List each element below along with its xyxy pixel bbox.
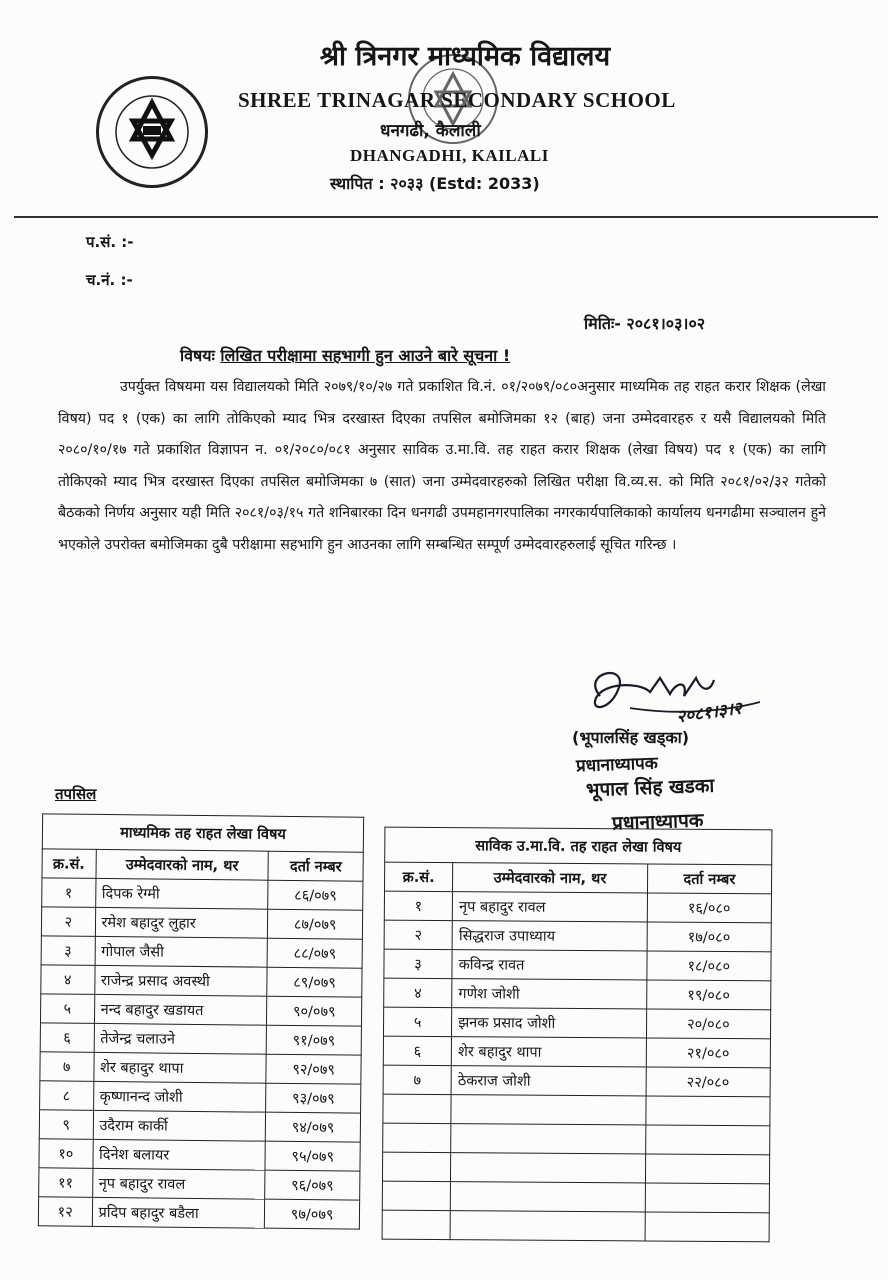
established-year: स्थापित : २०३३ (Estd: 2033)	[330, 174, 540, 193]
serial-cell: २	[41, 907, 95, 937]
candidate-name-cell: ठेकराज जोशी	[451, 1066, 646, 1096]
candidate-name-cell: कविन्द्र रावत	[452, 950, 647, 980]
serial-cell: ४	[384, 978, 452, 1007]
table-body	[38, 878, 363, 1229]
table-row	[383, 1123, 770, 1155]
higher-secondary-candidates-table	[382, 827, 773, 1243]
stamp-name: भूपाल सिंह खडका	[585, 774, 715, 802]
signer-name: (भूपालसिंह खड्का)	[572, 728, 690, 747]
header-divider	[14, 216, 878, 218]
stamp-title-2: प्रधानाध्यापक	[611, 809, 704, 835]
chalani-number-label: च.नं. :-	[86, 271, 133, 289]
table-row	[383, 1007, 770, 1039]
candidate-name-cell: गणेश जोशी	[452, 979, 647, 1009]
registration-number-cell: ८६/०७९	[268, 880, 363, 910]
table-row	[39, 1110, 360, 1142]
serial-cell	[382, 1181, 450, 1210]
registration-number-cell: २१/०८०	[646, 1038, 771, 1068]
serial-cell: १	[384, 891, 452, 920]
notice-body	[58, 372, 826, 561]
table-row	[384, 891, 771, 923]
table-row	[382, 1181, 769, 1213]
secondary-candidates-table	[38, 813, 364, 1229]
col-registration-number: दर्ता नम्बर	[647, 864, 772, 894]
registration-number-cell: १९/०८०	[646, 980, 771, 1010]
registration-number-cell: १७/०८०	[647, 922, 772, 952]
candidate-name-cell: शेर बहादुर थापा	[93, 1052, 266, 1083]
candidate-name-cell: रमेश बहादुर लुहार	[95, 907, 268, 938]
serial-cell: १२	[38, 1197, 92, 1227]
table-row	[40, 994, 361, 1026]
table-row	[40, 1081, 361, 1113]
table-row	[41, 936, 362, 968]
stamp-title: प्रधानाध्यापक	[575, 753, 659, 777]
serial-cell	[382, 1152, 450, 1181]
registration-number-cell: ९४/०७९	[266, 1112, 361, 1142]
col-candidate-name: उम्मेदवारको नाम, थर	[453, 863, 648, 893]
candidate-name-cell: नन्द बहादुर खडायत	[94, 994, 267, 1025]
serial-cell: ७	[40, 1052, 94, 1082]
serial-cell	[383, 1123, 451, 1152]
location-english: DHANGADHI, KAILALI	[350, 146, 549, 165]
serial-cell: ५	[383, 1007, 451, 1036]
serial-cell: १०	[39, 1139, 93, 1169]
table-row	[38, 1197, 359, 1229]
registration-number-cell: ९७/०७९	[265, 1199, 360, 1229]
patra-sankhya-label: प.सं. :-	[86, 233, 134, 251]
col-serial: क्र.सं.	[384, 862, 452, 891]
serial-cell: ३	[41, 936, 95, 966]
registration-number-cell	[645, 1183, 770, 1213]
serial-cell: ९	[39, 1110, 93, 1140]
table-row	[384, 978, 771, 1010]
registration-number-cell: ९२/०७९	[266, 1054, 361, 1084]
location-nepali: धनगढी, कैलाली	[380, 121, 481, 141]
candidate-name-cell: गोपाल जैसी	[95, 936, 268, 967]
serial-cell: ५	[40, 994, 94, 1024]
serial-cell: ७	[383, 1065, 451, 1094]
serial-cell: ११	[39, 1168, 93, 1198]
registration-number-cell: ९५/०७९	[265, 1141, 360, 1171]
registration-number-cell: १६/०८०	[647, 893, 772, 923]
table-row	[383, 1094, 770, 1126]
table-row	[384, 920, 771, 952]
table-row	[383, 1036, 770, 1068]
col-registration-number: दर्ता नम्बर	[268, 851, 363, 881]
registration-number-cell: ८८/०७९	[267, 938, 362, 968]
serial-cell: १	[42, 878, 96, 908]
candidate-name-cell: कृष्णानन्द जोशी	[93, 1081, 266, 1112]
tapasil-label: तपसिल	[55, 785, 97, 803]
serial-cell: ८	[40, 1081, 94, 1111]
table-row	[39, 1168, 360, 1200]
serial-cell: ६	[40, 1023, 94, 1053]
candidate-name-cell: नृप बहादुर रावल	[452, 892, 647, 922]
table-row	[382, 1210, 769, 1242]
school-name-nepali: श्री त्रिनगर माध्यमिक विद्यालय	[319, 41, 611, 72]
candidate-name-cell: दिनेश बलायर	[92, 1139, 265, 1170]
table-row	[39, 1139, 360, 1171]
serial-cell: ४	[41, 965, 95, 995]
serial-cell: २	[384, 920, 452, 949]
registration-number-cell: १८/०८०	[647, 951, 772, 981]
table-row	[40, 1023, 361, 1055]
candidate-name-cell	[451, 1124, 646, 1154]
table-row	[382, 1152, 769, 1184]
registration-number-cell	[645, 1125, 770, 1155]
candidate-name-cell: झनक प्रसाद जोशी	[452, 1008, 647, 1038]
candidate-name-cell: प्रदिप बहादुर बडैला	[92, 1197, 265, 1228]
notice-subject	[180, 344, 510, 366]
subject-prefix: विषयः	[180, 346, 215, 365]
candidate-name-cell: नृप बहादुर रावल	[92, 1168, 265, 1199]
serial-cell: ३	[384, 949, 452, 978]
candidate-name-cell: राजेन्द्र प्रसाद अवस्थी	[94, 965, 267, 996]
registration-number-cell: ९०/०७९	[267, 996, 362, 1026]
serial-cell: ६	[383, 1036, 451, 1065]
table-row	[384, 949, 771, 981]
candidate-name-cell: दिपक रेग्मी	[95, 878, 268, 909]
table-row	[41, 965, 362, 997]
registration-number-cell: ९१/०७९	[267, 1025, 362, 1055]
school-logo	[96, 76, 208, 188]
candidate-name-cell	[451, 1095, 646, 1125]
notice-paragraph: उपर्युक्त विषयमा यस विद्यालयको मिति २०७९/१०/२७ गते प्रकाशित वि.नं. ०१/२०७९/०८०अनुसार माध्यमिक तह राहत करार शिक्षक (लेखा विषय) पद १ (एक) का लागि तोकिएको म्याद भित्र दरखास्त दिएका तपसिल बमोजिमका १२ (बाह) जना उम्मेदवारहरु र यसै विद्यालयको मिति २०८०/१०/१७ गते प्रकाशित विज्ञापन न. ०१/२०८०/०८१ अनुसार साविक उ.मा.वि. तह राहत करार शिक्षक (लेखा विषय) पद १ (एक) का लागि तोकिएको म्याद भित्र दरखास्त दिएका तपसिल बमोजिमका ७ (सात) जना उम्मेदवारहरुको लिखित परीक्षा वि.व्य.स. को मिति २०८१/०२/३२ गतेको बैठकको निर्णय अनुसार यही मिति २०८१/०३/१५ गते शनिबारका दिन धनगढी उपमहानगरपालिका नगरकार्यपालिकाको कार्यालय धनगढीमा सञ्चालन हुने भएकोले उपरोक्त बमोजिमका दुबै परीक्षामा सहभागि हुन आउनका लागि सम्बन्धित सम्पूर्ण उम्मेदवारहरुलाई सूचित गरिन्छ ।	[58, 379, 826, 553]
candidate-name-cell	[450, 1211, 645, 1241]
star-emblem-icon	[99, 79, 205, 185]
candidate-name-cell	[450, 1182, 645, 1212]
subject-text: लिखित परीक्षामा सहभागी हुन आउने बारे सूचना !	[220, 346, 511, 365]
notice-date: मितिः- २०८१।०३।०२	[584, 314, 706, 333]
table-row	[40, 1052, 361, 1084]
registration-number-cell: ९३/०७९	[266, 1083, 361, 1113]
handwritten-date: २०८१।३।२	[675, 698, 744, 728]
candidate-name-cell: सिद्धराज उपाध्याय	[452, 921, 647, 951]
school-name-english: SHREE TRINAGAR SECONDARY SCHOOL	[238, 88, 676, 112]
registration-number-cell	[646, 1096, 771, 1126]
table-row	[42, 878, 363, 910]
registration-number-cell	[645, 1154, 770, 1184]
candidate-name-cell: शेर बहादुर थापा	[451, 1037, 646, 1067]
candidate-name-cell: तेजेन्द्र चलाउने	[94, 1023, 267, 1054]
registration-number-cell: ८९/०७९	[267, 967, 362, 997]
registration-number-cell	[645, 1212, 770, 1242]
registration-number-cell: २२/०८०	[646, 1067, 771, 1097]
registration-number-cell: २०/०८०	[646, 1009, 771, 1039]
table-row	[383, 1065, 770, 1097]
serial-cell	[383, 1094, 451, 1123]
candidate-name-cell: उदैराम कार्की	[93, 1110, 266, 1141]
col-candidate-name: उम्मेदवारको नाम, थर	[95, 849, 268, 880]
table-title: माध्यमिक तह राहत लेखा विषय	[42, 814, 363, 852]
registration-number-cell: ८७/०७९	[268, 909, 363, 939]
table-body	[382, 891, 771, 1242]
col-serial: क्र.सं.	[42, 849, 96, 879]
table-title: साविक उ.मा.वि. तह राहत लेखा विषय	[385, 827, 772, 865]
serial-cell	[382, 1210, 450, 1239]
table-row	[41, 907, 362, 939]
candidate-name-cell	[451, 1153, 646, 1183]
registration-number-cell: ९६/०७९	[265, 1170, 360, 1200]
